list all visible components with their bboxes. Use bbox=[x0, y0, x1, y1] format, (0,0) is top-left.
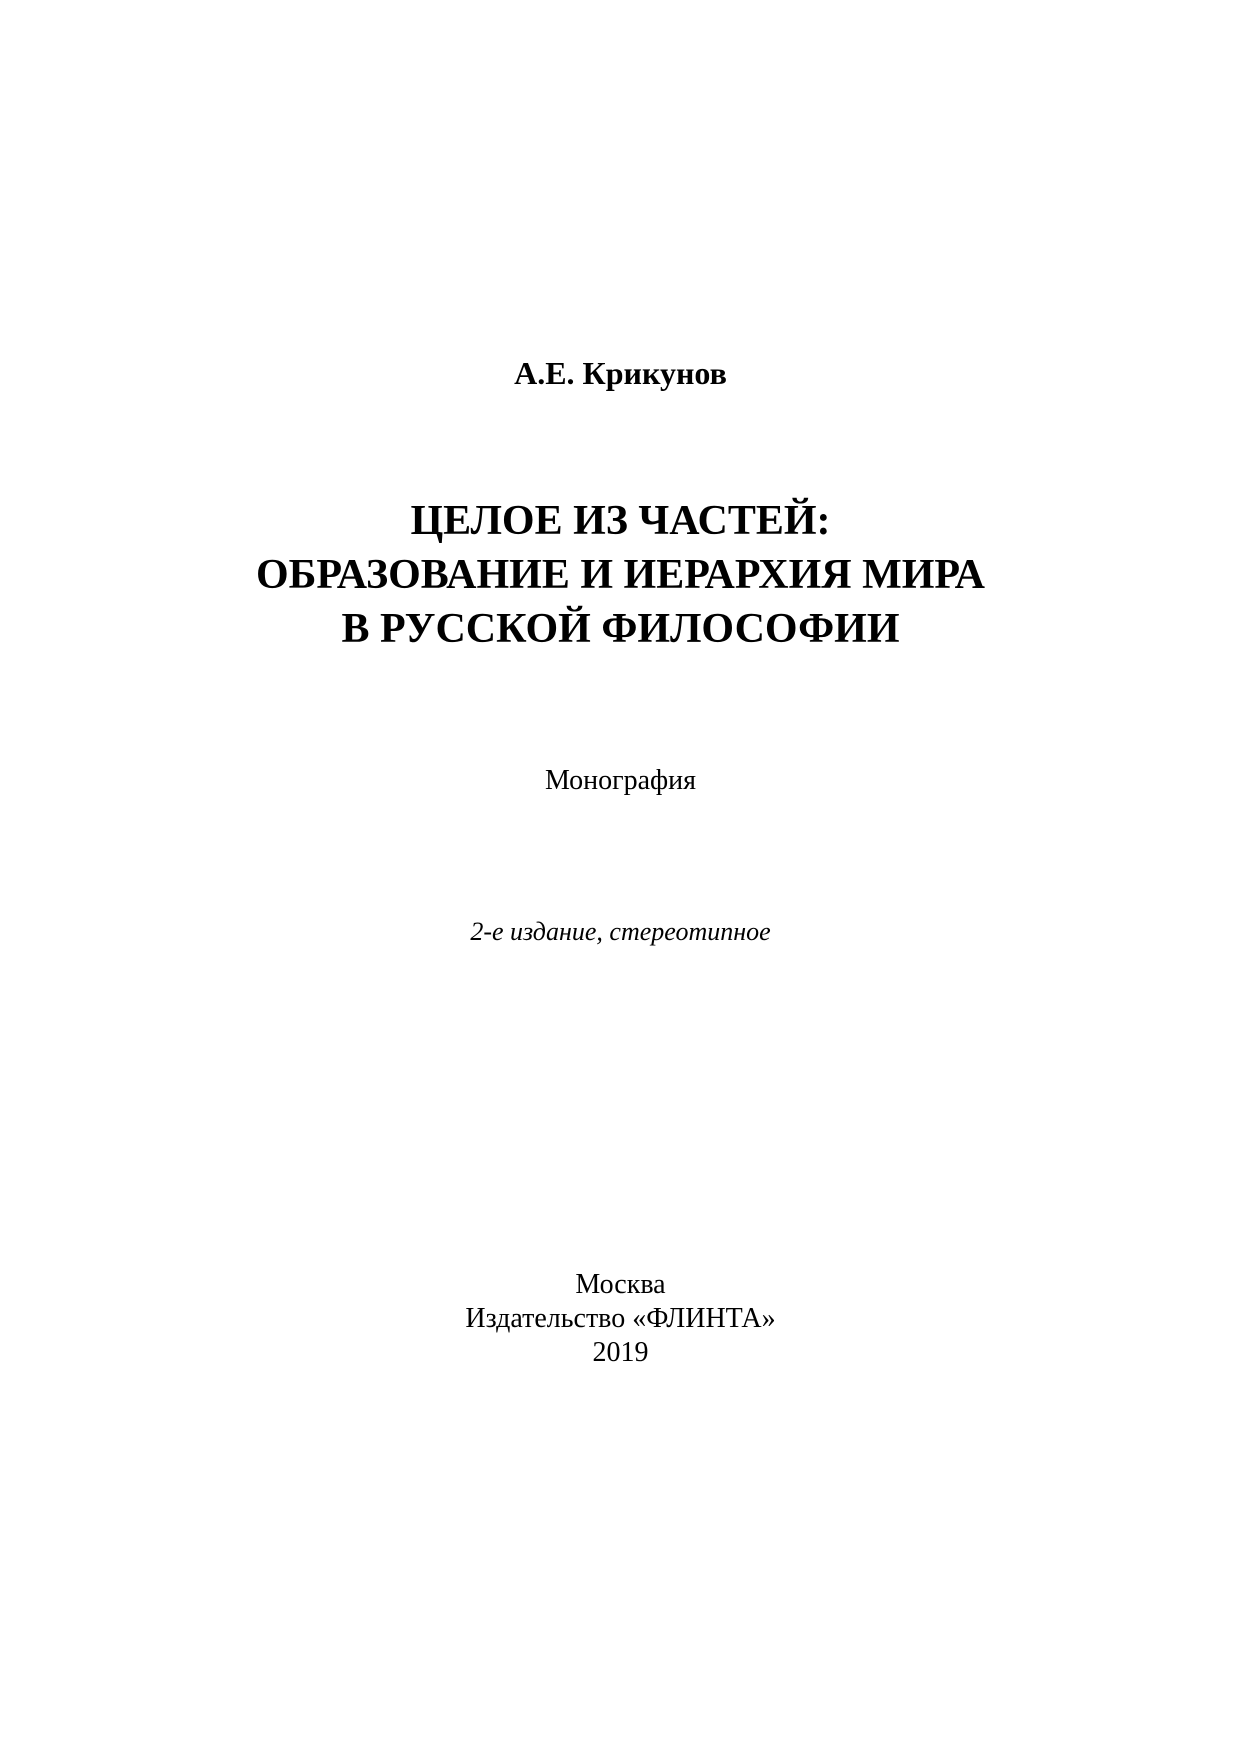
edition-note: 2-е издание, стереотипное bbox=[470, 917, 771, 946]
book-title-line-3: В РУССКОЙ ФИЛОСОФИИ bbox=[341, 606, 900, 652]
imprint-city: Москва bbox=[575, 1269, 666, 1300]
imprint-publisher: Издательство «ФЛИНТА» bbox=[465, 1303, 776, 1334]
book-title-line-1: ЦЕЛОЕ ИЗ ЧАСТЕЙ: bbox=[410, 498, 831, 544]
book-title-line-2: ОБРАЗОВАНИЕ И ИЕРАРХИЯ МИРА bbox=[255, 552, 986, 598]
author-name: А.Е. Крикунов bbox=[514, 355, 727, 391]
imprint bbox=[0, 1268, 1241, 1370]
book-title bbox=[0, 494, 1241, 656]
genre-label: Монография bbox=[544, 765, 697, 796]
imprint-year: 2019 bbox=[592, 1337, 649, 1368]
